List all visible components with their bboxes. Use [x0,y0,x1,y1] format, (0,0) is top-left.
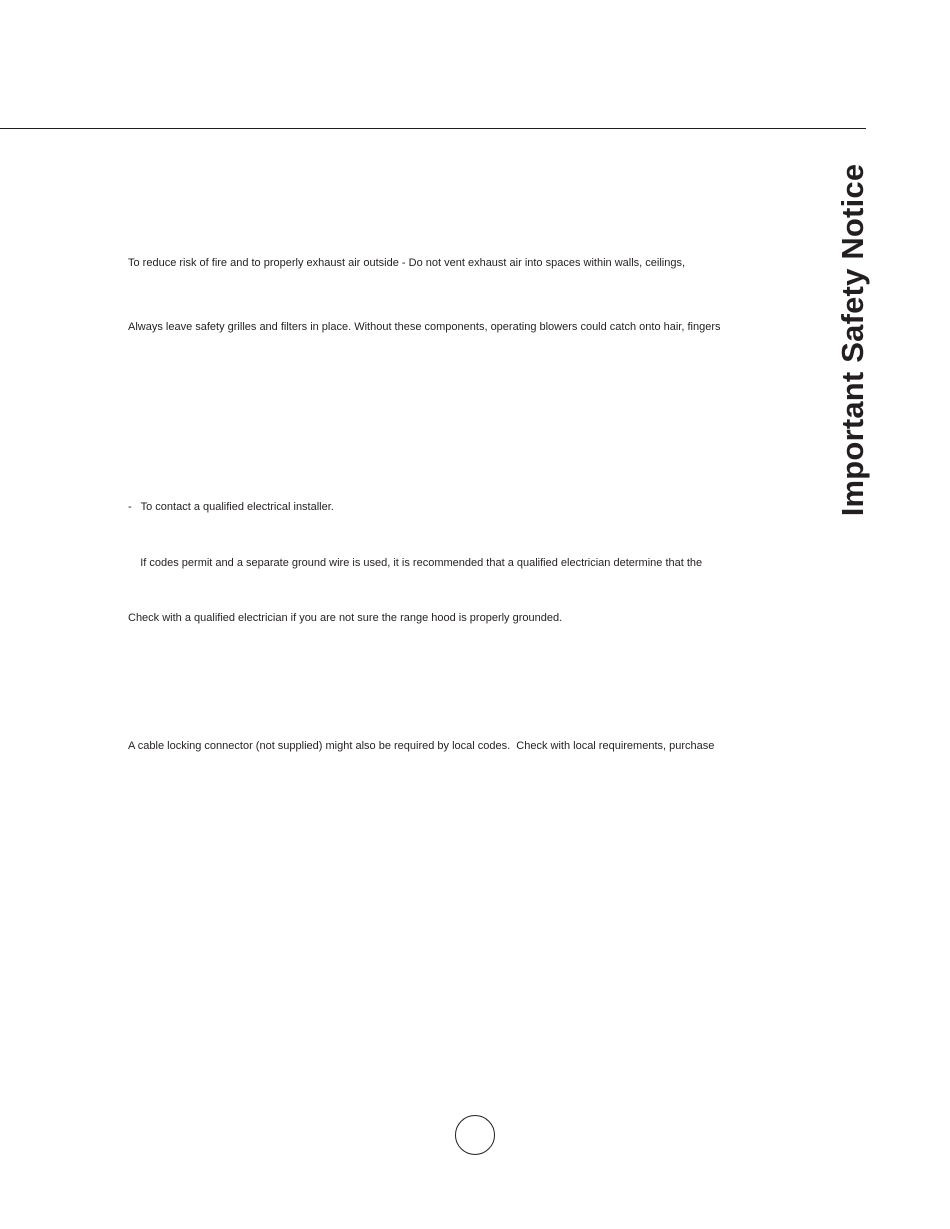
header-rule [0,128,866,129]
page-number-circle [455,1115,495,1155]
section-title: Important Safety Notice [835,163,870,517]
paragraph-contact-installer: - To contact a qualified electrical installer. [128,501,334,513]
paragraph-ground-wire: If codes permit and a separate ground wire is used, it is recommended that a qualified electrician determine that the [128,557,703,569]
paragraph-venting: To reduce risk of fire and to properly exhaust air outside - Do not vent exhaust air into spaces within walls, ceilings, [128,257,685,269]
paragraph-cable-connector: A cable locking connector (not supplied) might also be required by local codes. Check with local requirements, purchase [128,740,715,752]
paragraph-check-grounding: Check with a qualified electrician if you are not sure the range hood is properly grounded. [128,612,563,624]
paragraph-safety-grilles: Always leave safety grilles and filters in place. Without these components, operating blowers could catch onto hair, fingers [128,321,721,333]
